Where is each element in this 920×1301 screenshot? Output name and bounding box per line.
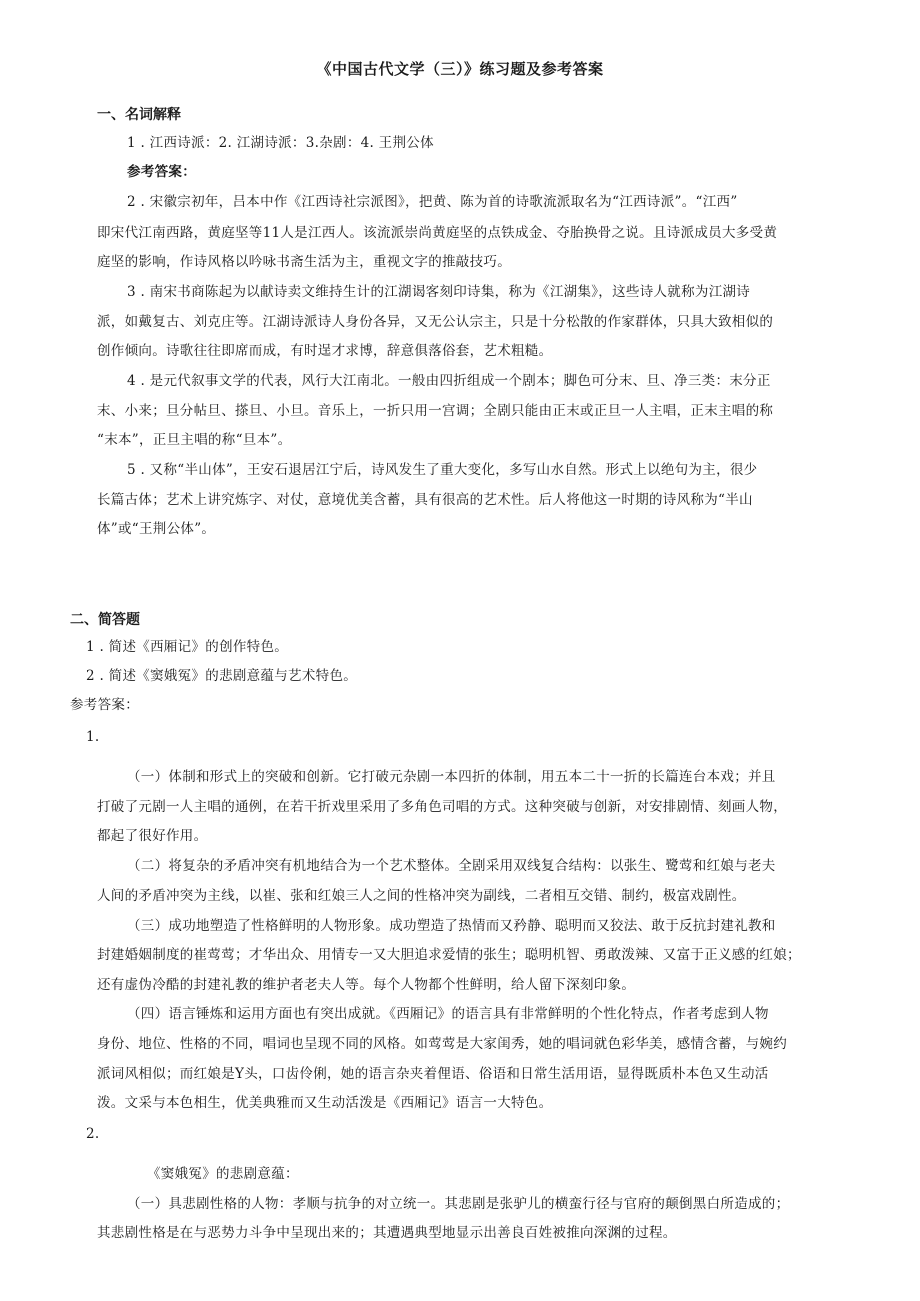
section1-heading: 一、名词解释 xyxy=(97,107,181,123)
answer-line: 派词风相似；而红娘是Y头，口齿伶俐，她的语言杂夹着俚语、俗语和日常生活用语，显得既质朴本色又生动活 xyxy=(97,1066,769,1082)
section1-question: 1 . 江西诗派：2. 江湖诗派：3.杂剧：4. 王荆公体 xyxy=(127,135,434,151)
section2-answer-label: 参考答案： xyxy=(70,697,139,713)
answer-line: 派，如戴复古、刘克庄等。江湖诗派诗人身份各异，又无公认宗主，只是十分松散的作家群体，只具大致相似的 xyxy=(97,314,774,330)
answer-line: 泼。文采与本色相生，优美典雅而又生动活泼是《西厢记》语言一大特色。 xyxy=(97,1095,553,1111)
answer-line: 4 . 是元代叙事文学的代表，风行大江南北。一般由四折组成一个剧本；脚色可分末、旦、净三类：末分正 xyxy=(127,373,771,389)
answer-line: 其悲剧性格是在与恶势力斗争中呈现出来的；其遭遇典型地显示出善良百姓被推向深渊的过程。 xyxy=(97,1225,677,1241)
answer-line: 2 . 宋徽宗初年，吕本中作《江西诗社宗派图》，把黄、陈为首的诗歌流派取名为“江西诗派”。“江西” xyxy=(127,194,738,210)
answer-line: 人间的矛盾冲突为主线，以崔、张和红娘三人之间的性格冲突为副线，二者相互交错、制约，极富戏剧性。 xyxy=(97,888,746,904)
answer-line: 体”或“王荆公体”。 xyxy=(97,521,216,537)
answer-line: 长篇古体；艺术上讲究炼字、对仗，意境优美含蓄，具有很高的艺术性。后人将他这一时期的诗风称为“半山 xyxy=(97,492,753,508)
section2-question: 1 . 简述《西厢记》的创作特色。 xyxy=(86,639,289,655)
answer-intro: 《窦娥冤》的悲剧意蕴： xyxy=(147,1166,299,1182)
answer-line: 封建婚姻制度的崔莺莺；才华出众、用情专一又大胆追求爱情的张生；聪明机智、勇敢泼辣、又富于正义感的红娘； xyxy=(97,947,801,963)
page-title: 《中国古代文学（三）》练习题及参考答案 xyxy=(316,60,604,78)
answer-number: 1. xyxy=(86,729,100,745)
answer-line: （一）体制和形式上的突破和创新。它打破元杂剧一本四折的体制，用五本二十一折的长篇连台本戏；并且 xyxy=(127,769,776,785)
section1-answer-label: 参考答案： xyxy=(127,164,196,180)
answer-line: “末本”，正旦主唱的称“旦本”。 xyxy=(97,432,292,448)
answer-line: （四）语言锤炼和运用方面也有突出成就。《西厢记》的语言具有非常鲜明的个性化特点，作者考虑到人物 xyxy=(127,1006,769,1022)
answer-line: 都起了很好作用。 xyxy=(97,828,208,844)
section2-heading: 二、简答题 xyxy=(70,612,140,628)
answer-line: （三）成功地塑造了性格鲜明的人物形象。成功塑造了热情而又矜静、聪明而又狡法、敢于反抗封建礼教和 xyxy=(127,918,776,934)
answer-line: 3 . 南宋书商陈起为以献诗卖文维持生计的江湖谒客刻印诗集，称为《江湖集》，这些诗人就称为江湖诗 xyxy=(127,284,751,300)
answer-line: 庭坚的影响，作诗风格以吟咏书斋生活为主，重视文字的推敲技巧。 xyxy=(97,254,511,270)
answer-line: 还有虚伪冷酷的封建礼教的维护者老夫人等。每个人物都个性鲜明，给人留下深刻印象。 xyxy=(97,977,636,993)
answer-line: 打破了元剧一人主唱的通例，在若干折戏里采用了多角色司唱的方式。这种突破与创新，对安排剧情、刻画人物， xyxy=(97,799,787,815)
answer-line: 身份、地位、性格的不同，唱词也呈现不同的风格。如莺莺是大家闺秀，她的唱词就色彩华美，感情含蓄，与婉约 xyxy=(97,1036,787,1052)
section2-question: 2 . 简述《窦娥冤》的悲剧意蕴与艺术特色。 xyxy=(86,668,358,684)
answer-line: 创作倾向。诗歌往往即席而成，有时逞才求博，辞意俱落俗套，艺术粗糙。 xyxy=(97,343,553,359)
answer-line: （二）将复杂的矛盾冲突有机地结合为一个艺术整体。全剧采用双线复合结构：以张生、鹭莺和红娘与老夫 xyxy=(127,858,776,874)
answer-number: 2. xyxy=(86,1126,100,1142)
answer-line: 5 . 又称“半山体”，王安石退居江宁后，诗风发生了重大变化，多写山水自然。形式上以绝句为主，很少 xyxy=(127,462,758,478)
answer-line: （一）具悲剧性格的人物：孝顺与抗争的对立统一。其悲剧是张驴儿的横蛮行径与官府的颠倒黑白所造成的； xyxy=(127,1196,790,1212)
answer-line: 即宋代江南西路，黄庭坚等11人是江西人。该流派崇尚黄庭坚的点铁成金、夺胎换骨之说。且诗派成员大多受黄 xyxy=(97,225,778,241)
answer-line: 末、小来；旦分帖旦、搽旦、小旦。音乐上，一折只用一宫调；全剧只能由正末或正旦一人主唱，正末主唱的称 xyxy=(97,403,774,419)
